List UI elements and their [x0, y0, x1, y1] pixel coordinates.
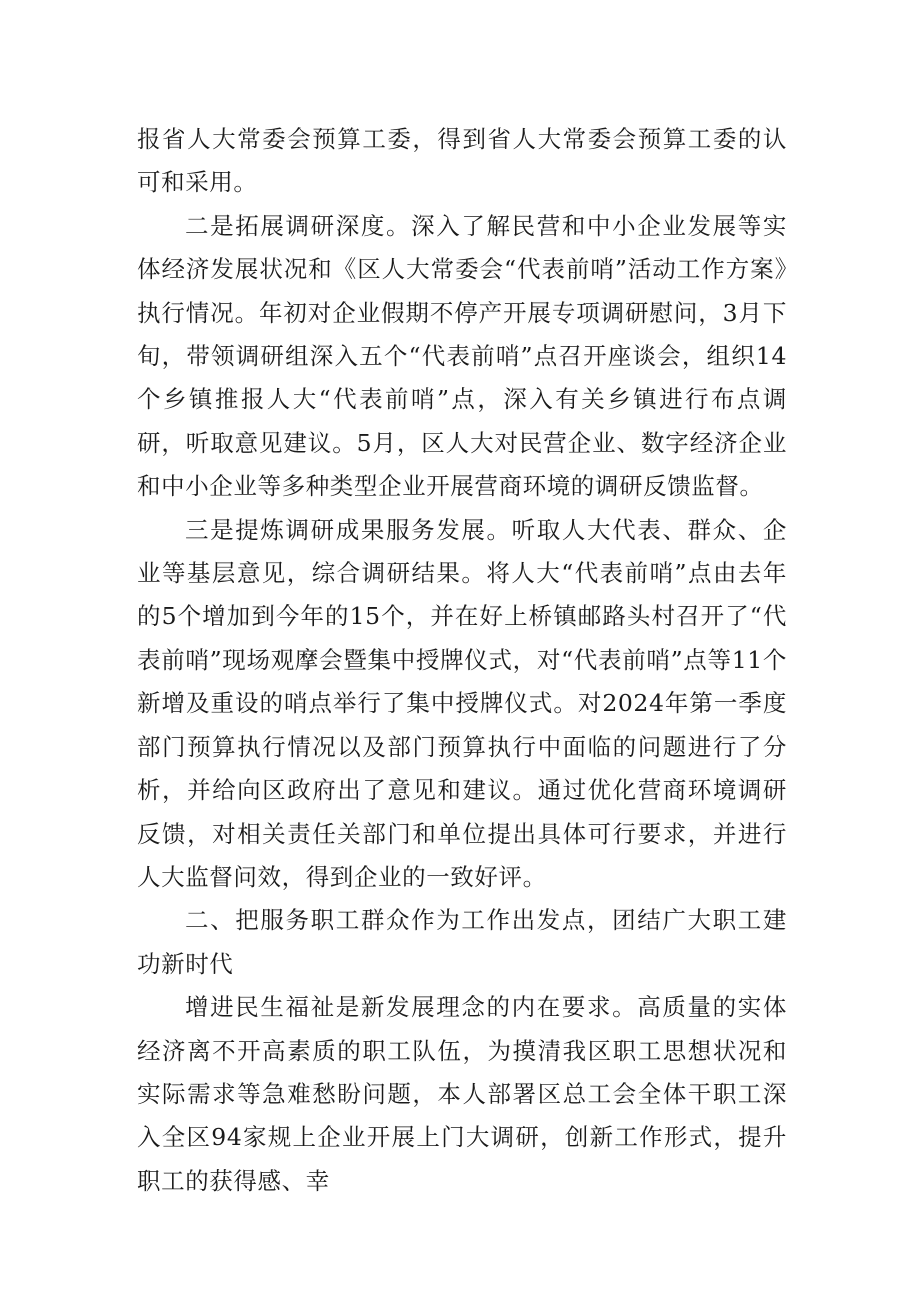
document-body [137, 118, 787, 1203]
paragraph-research-results: 三是提炼调研成果服务发展。听取人大代表、群众、企业等基层意见，综合调研结果。将人大“代表前哨”点由去年的5个增加到今年的15个，并在好上桥镇邮路头村召开了“代表前哨”现场观摩会暨集中授牌仪式，对“代表前哨”点等11个新增及重设的哨点举行了集中授牌仪式。对2024年第一季度部门预算执行情况以及部门预算执行中面临的问题进行了分析，并给向区政府出了意见和建议。通过优化营商环境调研反馈，对相关责任关部门和单位提出具体可行要求，并进行人大监督问效，得到企业的一致好评。 [137, 515, 787, 891]
paragraph-continuation: 报省人大常委会预算工委，得到省人大常委会预算工委的认可和采用。 [137, 125, 787, 197]
section-heading-two: 二、把服务职工群众作为工作出发点，团结广大职工建功新时代 [137, 906, 787, 978]
paragraph-research-depth: 二是拓展调研深度。深入了解民营和中小企业发展等实体经济发展状况和《区人大常委会“代表前哨”活动工作方案》执行情况。年初对企业假期不停产开展专项调研慰问，3月下旬，带领调研组深入五个“代表前哨”点召开座谈会，组织14个乡镇推报人大“代表前哨”点，深入有关乡镇进行布点调研，听取意见建议。5月，区人大对民营企业、数字经济企业和中小企业等多种类型企业开展营商环境的调研反馈监督。 [137, 211, 787, 501]
paragraph-livelihood: 增进民生福祉是新发展理念的内在要求。高质量的实体经济离不开高素质的职工队伍，为摸清我区职工思想状况和实际需求等急难愁盼问题，本人部署区总工会全体干职工深入全区94家规上企业开展上门大调研，创新工作形式，提升职工的获得感、幸 [137, 993, 787, 1195]
